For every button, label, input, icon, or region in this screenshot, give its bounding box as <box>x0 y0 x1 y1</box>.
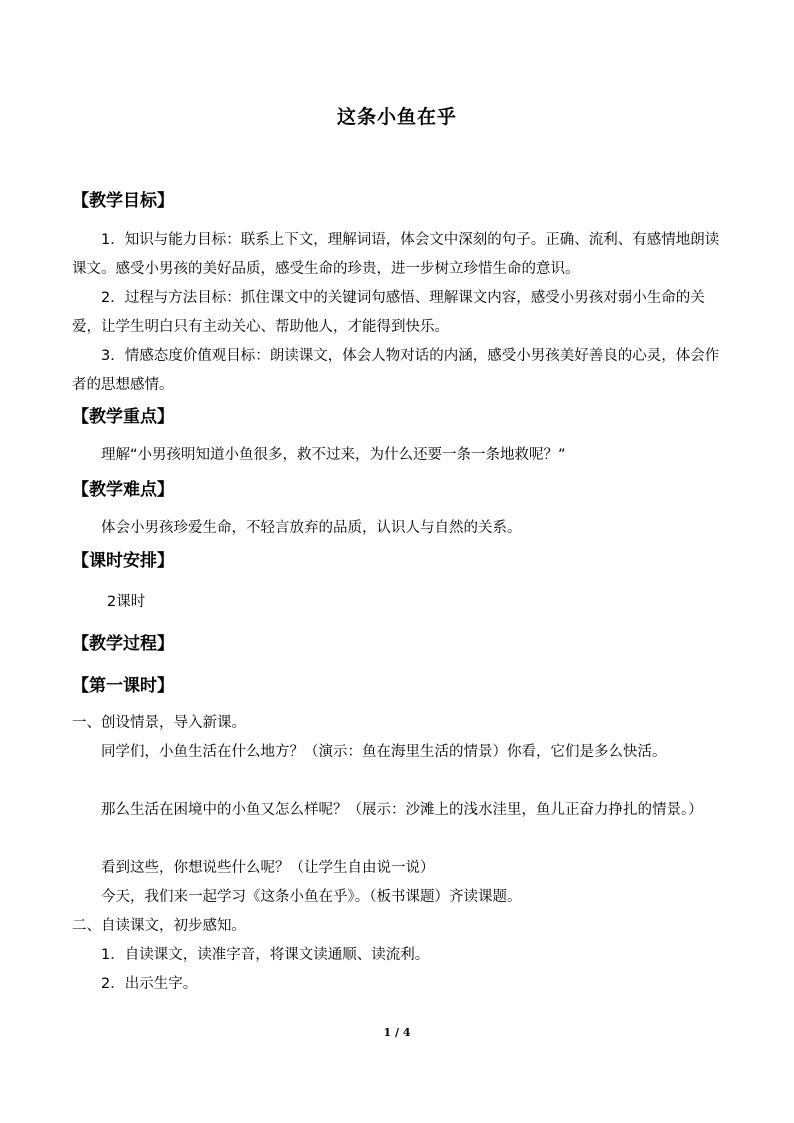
step2-title: 二、自读课文，初步感知。 <box>72 918 246 934</box>
step1-title: 一、创设情景，导入新课。 <box>72 715 246 731</box>
key-points-text: 理解“小男孩明知道小鱼很多，救不过来，为什么还要一条一条地救呢？” <box>101 447 566 463</box>
heading-difficulties: 【教学难点】 <box>72 480 174 500</box>
heading-first-lesson: 【第一课时】 <box>72 676 174 696</box>
objective-item-1: 1．知识与能力目标：联系上下文，理解词语，体会文中深刻的句子。正确、流利、有感情地朗读课文。感受小男孩的美好品质，感受生命的珍贵，进一步树立珍惜生命的意识。 <box>72 232 720 277</box>
difficulties-text: 体会小男孩珍爱生命，不轻言放弃的品质，认识人与自然的关系。 <box>101 520 522 536</box>
page-number: 1 / 4 <box>383 1026 411 1039</box>
step1-para-4: 今天，我们来一起学习《这条小鱼在乎》。（板书课题）齐读课题。 <box>101 889 522 905</box>
step2-para-2: 2．出示生字。 <box>101 976 198 992</box>
heading-process: 【教学过程】 <box>72 634 174 654</box>
objective-item-3: 3．情感态度价值观目标：朗读课文，体会人物对话的内涵，感受小男孩美好善良的心灵，体会作者的思想感情。 <box>72 348 720 393</box>
step1-para-3: 看到这些，你想说些什么呢？（让学生自由说一说） <box>101 860 435 876</box>
step1-para-1: 同学们，小鱼生活在什么地方？（演示：鱼在海里生活的情景）你看，它们是多么快活。 <box>101 744 667 760</box>
schedule-text: 2课时 <box>107 594 146 610</box>
objective-item-2: 2．过程与方法目标：抓住课文中的关键词句感悟、理解课文内容，感受小男孩对弱小生命的关爱，让学生明白只有主动关心、帮助他人，才能得到快乐。 <box>72 290 705 335</box>
heading-key-points: 【教学重点】 <box>72 407 174 427</box>
heading-objectives: 【教学目标】 <box>72 191 174 211</box>
step1-para-2: 那么生活在困境中的小鱼又怎么样呢？（展示：沙滩上的浅水洼里，鱼儿正奋力挣扎的情景。） <box>101 802 703 818</box>
step2-para-1: 1．自读课文，读准字音，将课文读通顺、读流利。 <box>101 947 430 963</box>
heading-schedule: 【课时安排】 <box>72 551 174 571</box>
page-title: 这条小鱼在乎 <box>336 106 457 128</box>
